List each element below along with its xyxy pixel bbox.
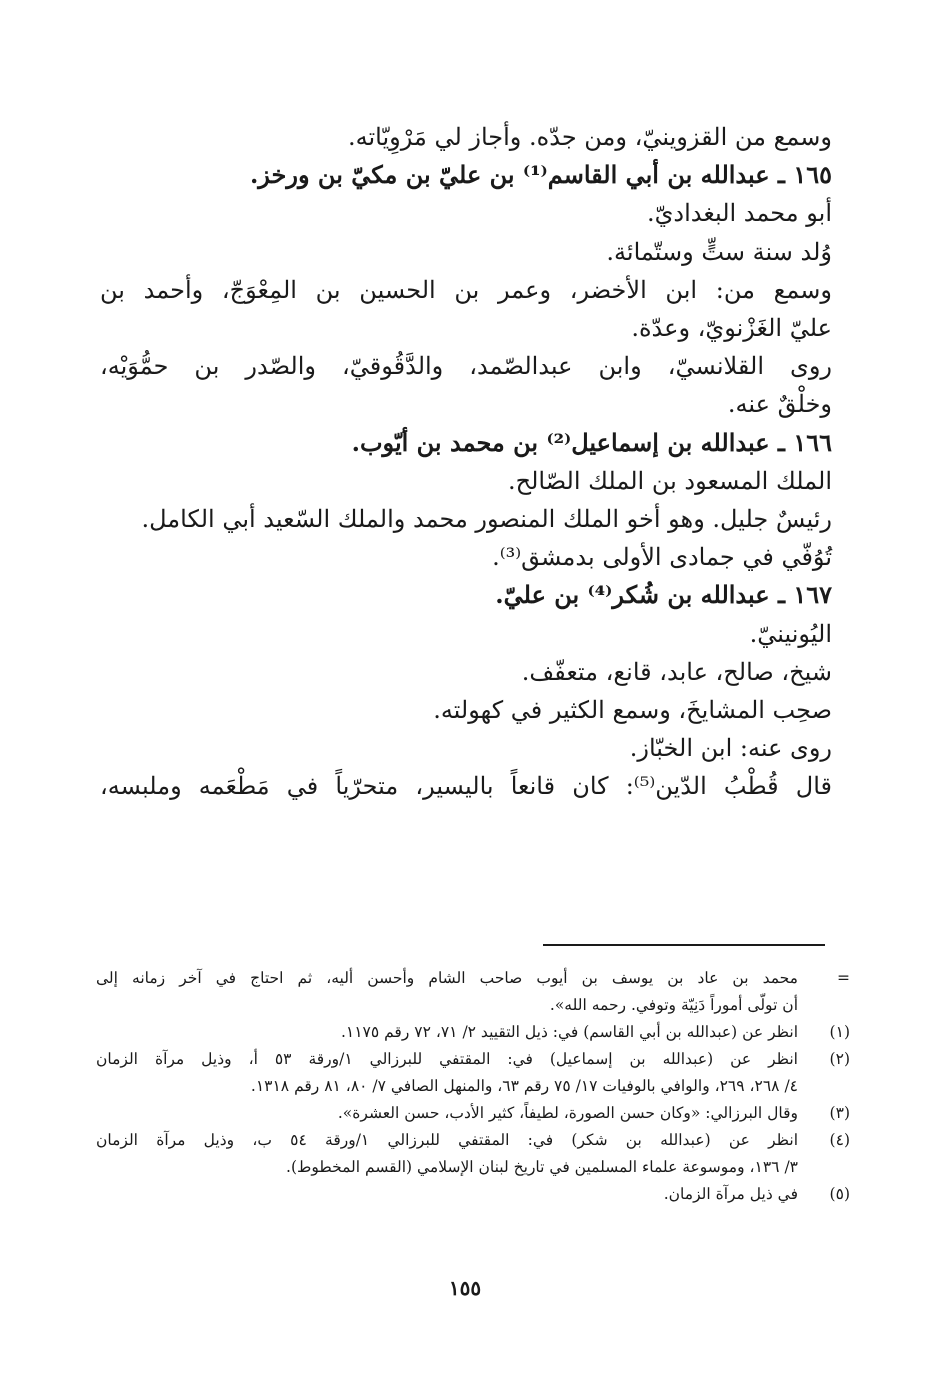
footnote-number: (٥)	[829, 1185, 850, 1203]
text-line: رئيسٌ جليل. وهو أخو الملك المنصور محمد والملك السّعيد أبي الكامل.	[141, 505, 832, 534]
footnote-continuation	[96, 965, 850, 1019]
text-line: قال قُطْبُ الدّين⁽⁵⁾: كان قانعاً باليسير، متحرّياً في مَطْعَمه وملبسه،	[100, 772, 833, 801]
footnote-line: وقال البرزالي: «وكان حسن الصورة، لطيفاً، كثير الأدب، حسن العشرة».	[337, 1104, 798, 1122]
footnote-divider	[543, 944, 825, 946]
text-line: وسمع من القزوينيّ، ومن جدّه. وأجاز لي مَرْوِيّاته.	[347, 123, 832, 151]
text-line: أبو محمد البغداديّ.	[647, 199, 832, 228]
footnote-4	[96, 1127, 850, 1181]
footnote-line: انظر عن (عبدالله بن شكر) في: المقتفي للبرزالي ١/ورقة ٥٤ ب، وذيل مرآة الزمان	[96, 1131, 799, 1149]
footnote-number: (٣)	[829, 1104, 850, 1122]
footnote-number: (٢)	[829, 1050, 850, 1068]
text-line: روى عنه: ابن الخبّاز.	[629, 734, 832, 763]
footnote-1	[96, 1019, 850, 1046]
footnote-2	[96, 1046, 850, 1100]
footnote-line: ٤/ ٢٦٨، ٢٦٩، والوافي بالوفيات ١٧/ ٧٥ رقم ٦٣، والمنهل الصافي ٧/ ٨٠، ٨١ رقم ١٣١٨.	[250, 1077, 798, 1095]
footnote-3	[96, 1100, 850, 1127]
text-line: الملك المسعود بن الملك الصّالح.	[508, 466, 832, 495]
footnote-line: انظر عن (عبدالله بن أبي القاسم) في: ذيل التقييد ٢/ ٧١، ٧٢ رقم ١١٧٥.	[340, 1023, 798, 1041]
text-line: صحِب المشايخَ، وسمع الكثير في كهولته.	[433, 696, 832, 725]
footnote-line: في ذيل مرآة الزمان.	[663, 1185, 798, 1203]
text-line: تُوُفّي في جمادى الأولى بدمشق⁽³⁾.	[492, 543, 832, 572]
footnote-5	[96, 1181, 850, 1208]
entry-heading-167: ١٦٧ ـ عبدالله بن شُكر⁽⁴⁾ بن عليّ.	[495, 580, 832, 610]
footnote-line: ٣/ ١٣٦، وموسوعة علماء المسلمين في تاريخ لبنان الإسلامي (القسم المخطوط).	[286, 1158, 798, 1176]
text-line: عليّ الغَزْنويّ، وعدّة.	[631, 314, 832, 343]
footnote-number: (٤)	[829, 1131, 850, 1149]
footnote-line: انظر عن (عبدالله بن إسماعيل) في: المقتفي للبرزالي ١/ورقة ٥٣ أ، وذيل مرآة الزمان	[96, 1050, 798, 1068]
text-line: وُلد سنة ستٍّ وستّمائة.	[606, 237, 832, 266]
main-text	[100, 118, 832, 806]
footnotes	[96, 965, 850, 1208]
text-line: روى القلانسيّ، وابن عبدالصّمد، والدَّقُوقيّ، والصّدر بن حمُّوَيْه،	[100, 352, 832, 381]
text-line: شيخ، صالح، عابد، قانع، متعفّف.	[521, 657, 832, 686]
footnote-number: =	[837, 969, 850, 987]
footnote-number: (١)	[829, 1023, 850, 1041]
page-number: ١٥٥	[448, 1276, 482, 1300]
entry-heading-166: ١٦٦ ـ عبدالله بن إسماعيل⁽²⁾ بن محمد بن أيّوب.	[351, 427, 832, 457]
text-line: وسمع من: ابن الأخضر، وعمر بن الحسين بن المِعْوَجّ، وأحمد بن	[100, 275, 832, 304]
footnote-line: أن تولّى أموراً دَنِيّة وتوفي. رحمه الله».	[549, 996, 798, 1014]
text-line: وخلْقٌ عنه.	[727, 390, 832, 419]
entry-heading-165: ١٦٥ ـ عبدالله بن أبي القاسم⁽¹⁾ بن عليّ بن مكيّ بن ورخز.	[249, 160, 832, 190]
footnote-line: محمد بن عاد بن يوسف بن أيوب صاحب الشام وأحسن أليه، ثم احتاج في آخر زمانه إلى	[96, 969, 798, 987]
text-line: اليُونينيّ.	[749, 619, 832, 648]
